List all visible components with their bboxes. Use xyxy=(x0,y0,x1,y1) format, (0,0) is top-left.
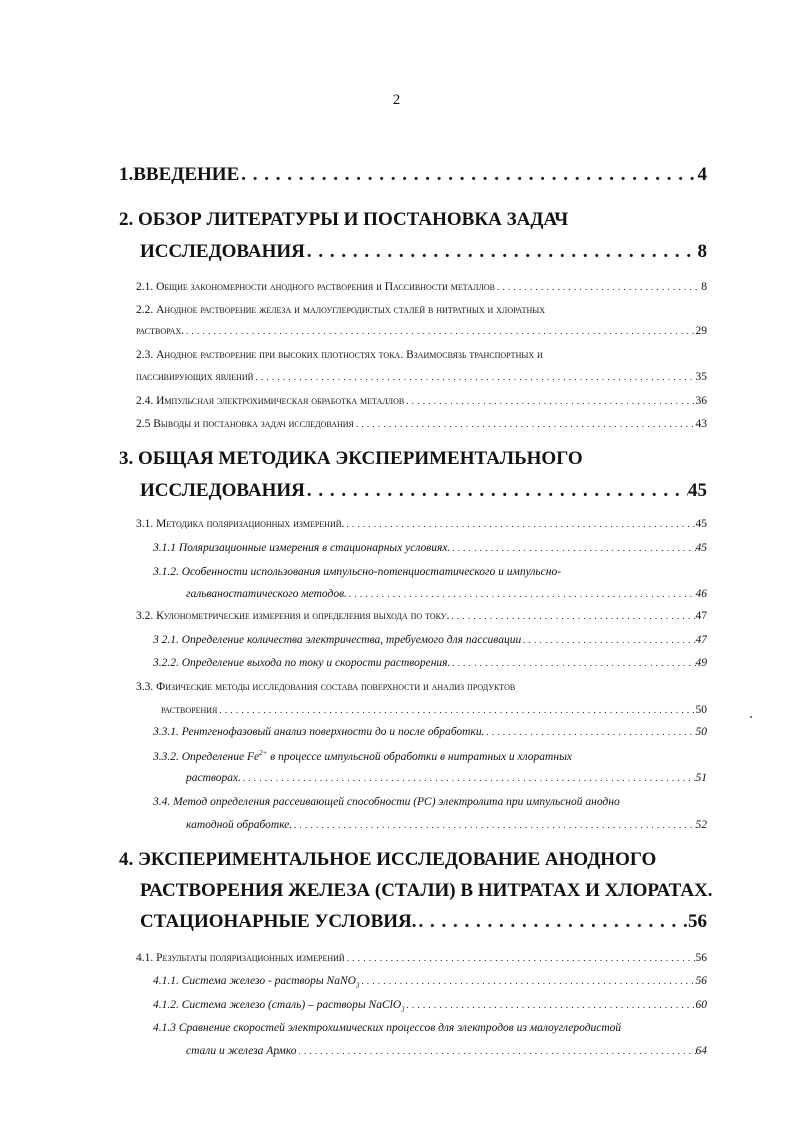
toc-page: 51 xyxy=(695,772,707,784)
toc-page: 45 xyxy=(688,480,707,501)
toc-entry-4-1-2 xyxy=(153,999,707,1013)
toc-title: 3.1. Методика поляризационных измерений. xyxy=(136,518,345,530)
toc-entry-2-1 xyxy=(136,281,707,293)
toc-page: 36 xyxy=(695,395,707,407)
toc-page: 56 xyxy=(695,975,707,987)
toc-leader xyxy=(241,773,696,783)
toc-page: 8 xyxy=(697,241,707,262)
toc-page: 60 xyxy=(695,999,707,1011)
toc-page: 29 xyxy=(695,325,707,337)
toc-leader xyxy=(354,419,696,429)
toc-page: 47 xyxy=(695,610,707,622)
toc-leader xyxy=(305,480,688,502)
toc-title-part: в процессе импульсной обработки в нитратных и хлоратных xyxy=(267,750,572,763)
toc-entry-3-3-2-line1 xyxy=(153,749,572,763)
toc-leader xyxy=(449,611,695,621)
toc-title: 3.2.2. Определение выхода по току и скорости растворения. xyxy=(153,657,451,669)
toc-title: 4.1. Результаты поляризационных измерений xyxy=(136,952,345,964)
toc-leader xyxy=(344,519,695,529)
toc-title: 3.3.1. Рентгенофазовый анализ поверхности до и после обработки. xyxy=(153,726,485,738)
toc-entry-literature-review-line1: 2. ОБЗОР ЛИТЕРАТУРЫ И ПОСТАНОВКА ЗАДАЧ xyxy=(119,209,569,230)
toc-title: 2.4. Импульсная электрохимическая обработка металлов xyxy=(136,395,405,407)
toc-entry-2-4 xyxy=(136,395,707,407)
toc-leader xyxy=(239,164,697,186)
toc-entry-3-1-1 xyxy=(153,542,707,554)
toc-page: 46 xyxy=(695,588,707,600)
toc-page: 45 xyxy=(695,518,707,530)
toc-title: 3.2. Кулонометрические измерения и определения выхода по току. xyxy=(136,610,450,622)
toc-title-part: 3.3.2. Определение Fe xyxy=(153,750,260,763)
toc-leader xyxy=(404,396,695,406)
toc-entry-methodology xyxy=(140,480,707,502)
toc-page: 4 xyxy=(697,164,707,185)
toc-entry-2-2 xyxy=(136,325,707,337)
toc-leader xyxy=(359,976,695,986)
toc-page: 43 xyxy=(695,418,707,430)
toc-entry-introduction xyxy=(119,164,707,186)
toc-title: растворах. xyxy=(136,325,184,337)
toc-title: ИССЛЕДОВАНИЯ xyxy=(140,480,305,501)
toc-page: 56 xyxy=(695,952,707,964)
page-number: 2 xyxy=(392,92,401,108)
toc-page: 50 xyxy=(695,704,707,716)
toc-title: растворах. xyxy=(186,772,241,784)
toc-leader xyxy=(347,589,696,599)
toc-leader xyxy=(253,372,695,382)
toc-title-part: 4.1.1. Система железо - растворы NaNO xyxy=(153,975,356,987)
toc-entry-3-3 xyxy=(161,704,707,716)
toc-entry-3-3-2 xyxy=(186,772,707,784)
toc-entry-experimental-line1: 4. ЭКСПЕРИМЕНТАЛЬНОЕ ИССЛЕДОВАНИЕ АНОДНОГО xyxy=(119,849,657,870)
toc-page: 45 xyxy=(695,542,707,554)
toc-leader xyxy=(417,911,688,933)
toc-entry-4-1-3 xyxy=(186,1045,707,1057)
toc-title xyxy=(153,999,405,1013)
toc-entry-2-2-line1: 2.2. Анодное растворение железа и малоуглеродистых сталей в нитратных и хлоратных xyxy=(136,304,546,316)
toc-leader xyxy=(305,241,698,263)
toc-leader xyxy=(495,282,701,292)
toc-title: ИССЛЕДОВАНИЯ xyxy=(140,241,305,262)
toc-page: 47 xyxy=(695,634,707,646)
toc-entry-2-3 xyxy=(136,371,707,383)
toc-leader xyxy=(292,820,695,830)
toc-entry-2-5 xyxy=(136,418,707,430)
toc-entry-4-1 xyxy=(136,952,707,964)
toc-leader xyxy=(485,727,696,737)
toc-entry-experimental xyxy=(140,911,707,933)
toc-page: 49 xyxy=(695,657,707,669)
toc-leader xyxy=(297,1046,696,1056)
toc-leader xyxy=(184,326,696,336)
toc-title: гальваностатического методов. xyxy=(186,588,347,600)
toc-title: стали и железа Армко xyxy=(186,1045,297,1057)
toc-entry-2-3-line1: 2.3. Анодное растворение при высоких плотностях тока. Взаимосвязь транспортных и xyxy=(136,349,543,361)
toc-entry-3-2 xyxy=(136,610,707,622)
toc-title xyxy=(153,975,359,989)
toc-title: растворения xyxy=(161,704,218,716)
toc-page: 8 xyxy=(701,281,707,293)
toc-entry-3-4-line1: 3.4. Метод определения рассеивающей способности (РС) электролита при импульсной анодно xyxy=(153,796,620,808)
toc-entry-4-1-1 xyxy=(153,975,707,989)
toc-entry-3-2-2 xyxy=(153,657,707,669)
toc-entry-3-1-2 xyxy=(186,588,707,600)
formula-subscript: 3 xyxy=(401,1005,405,1014)
ion-charge: 2+ xyxy=(259,749,268,757)
toc-page: 56 xyxy=(688,911,707,932)
toc-entry-3-1 xyxy=(136,518,707,530)
toc-title: 3.1.1 Поляризационные измерения в стационарных условиях. xyxy=(153,542,451,554)
toc-entry-3-1-2-line1: 3.1.2. Особенности использования импульсно-потенциостатического и импульсно- xyxy=(153,566,562,578)
toc-page: 64 xyxy=(695,1045,707,1057)
toc-title: 2.1. Общие закономерности анодного растворения и Пассивности металлов xyxy=(136,281,496,293)
toc-entry-4-1-3-line1: 4.1.3 Сравнение скоростей электрохимических процессов для электродов из малоуглеродистой xyxy=(153,1022,622,1034)
toc-title: 3 2.1. Определение количества электричества, требуемого для пассивации xyxy=(153,634,522,646)
toc-page: 52 xyxy=(695,819,707,831)
toc-title: СТАЦИОНАРНЫЕ УСЛОВИЯ. xyxy=(140,911,417,932)
toc-entry-experimental-line2: РАСТВОРЕНИЯ ЖЕЛЕЗА (СТАЛИ) В НИТРАТАХ И ХЛОРАТАХ. xyxy=(140,880,713,901)
toc-entry-3-3-line1: 3.3. Физические методы исследования состава поверхности и анализ продуктов xyxy=(136,681,516,693)
toc-leader xyxy=(450,543,695,553)
toc-entry-3-4 xyxy=(186,819,707,831)
toc-page: 50 xyxy=(695,726,707,738)
toc-entry-3-2-1 xyxy=(153,634,707,646)
toc-leader xyxy=(450,658,695,668)
toc-leader xyxy=(521,635,695,645)
toc-title-part: 4.1.2. Система железо (сталь) – растворы NaClO xyxy=(153,999,402,1011)
toc-title: 1.ВВЕДЕНИЕ xyxy=(119,164,240,185)
toc-title: 2.5 Выводы и постановка задач исследования xyxy=(136,418,354,430)
toc-entry-literature-review xyxy=(140,241,707,263)
formula-subscript: 3 xyxy=(355,981,360,990)
toc-entry-3-3-1 xyxy=(153,726,707,738)
toc-page: 35 xyxy=(695,371,707,383)
toc-entry-methodology-line1: 3. ОБЩАЯ МЕТОДИКА ЭКСПЕРИМЕНТАЛЬНОГО xyxy=(119,448,583,469)
toc-leader xyxy=(405,1000,696,1010)
toc-leader xyxy=(217,705,695,715)
toc-title: пассивирующих явлений xyxy=(136,371,254,383)
scan-speck xyxy=(750,716,752,718)
toc-title: катодной обработке. xyxy=(186,819,293,831)
toc-leader xyxy=(345,953,696,963)
